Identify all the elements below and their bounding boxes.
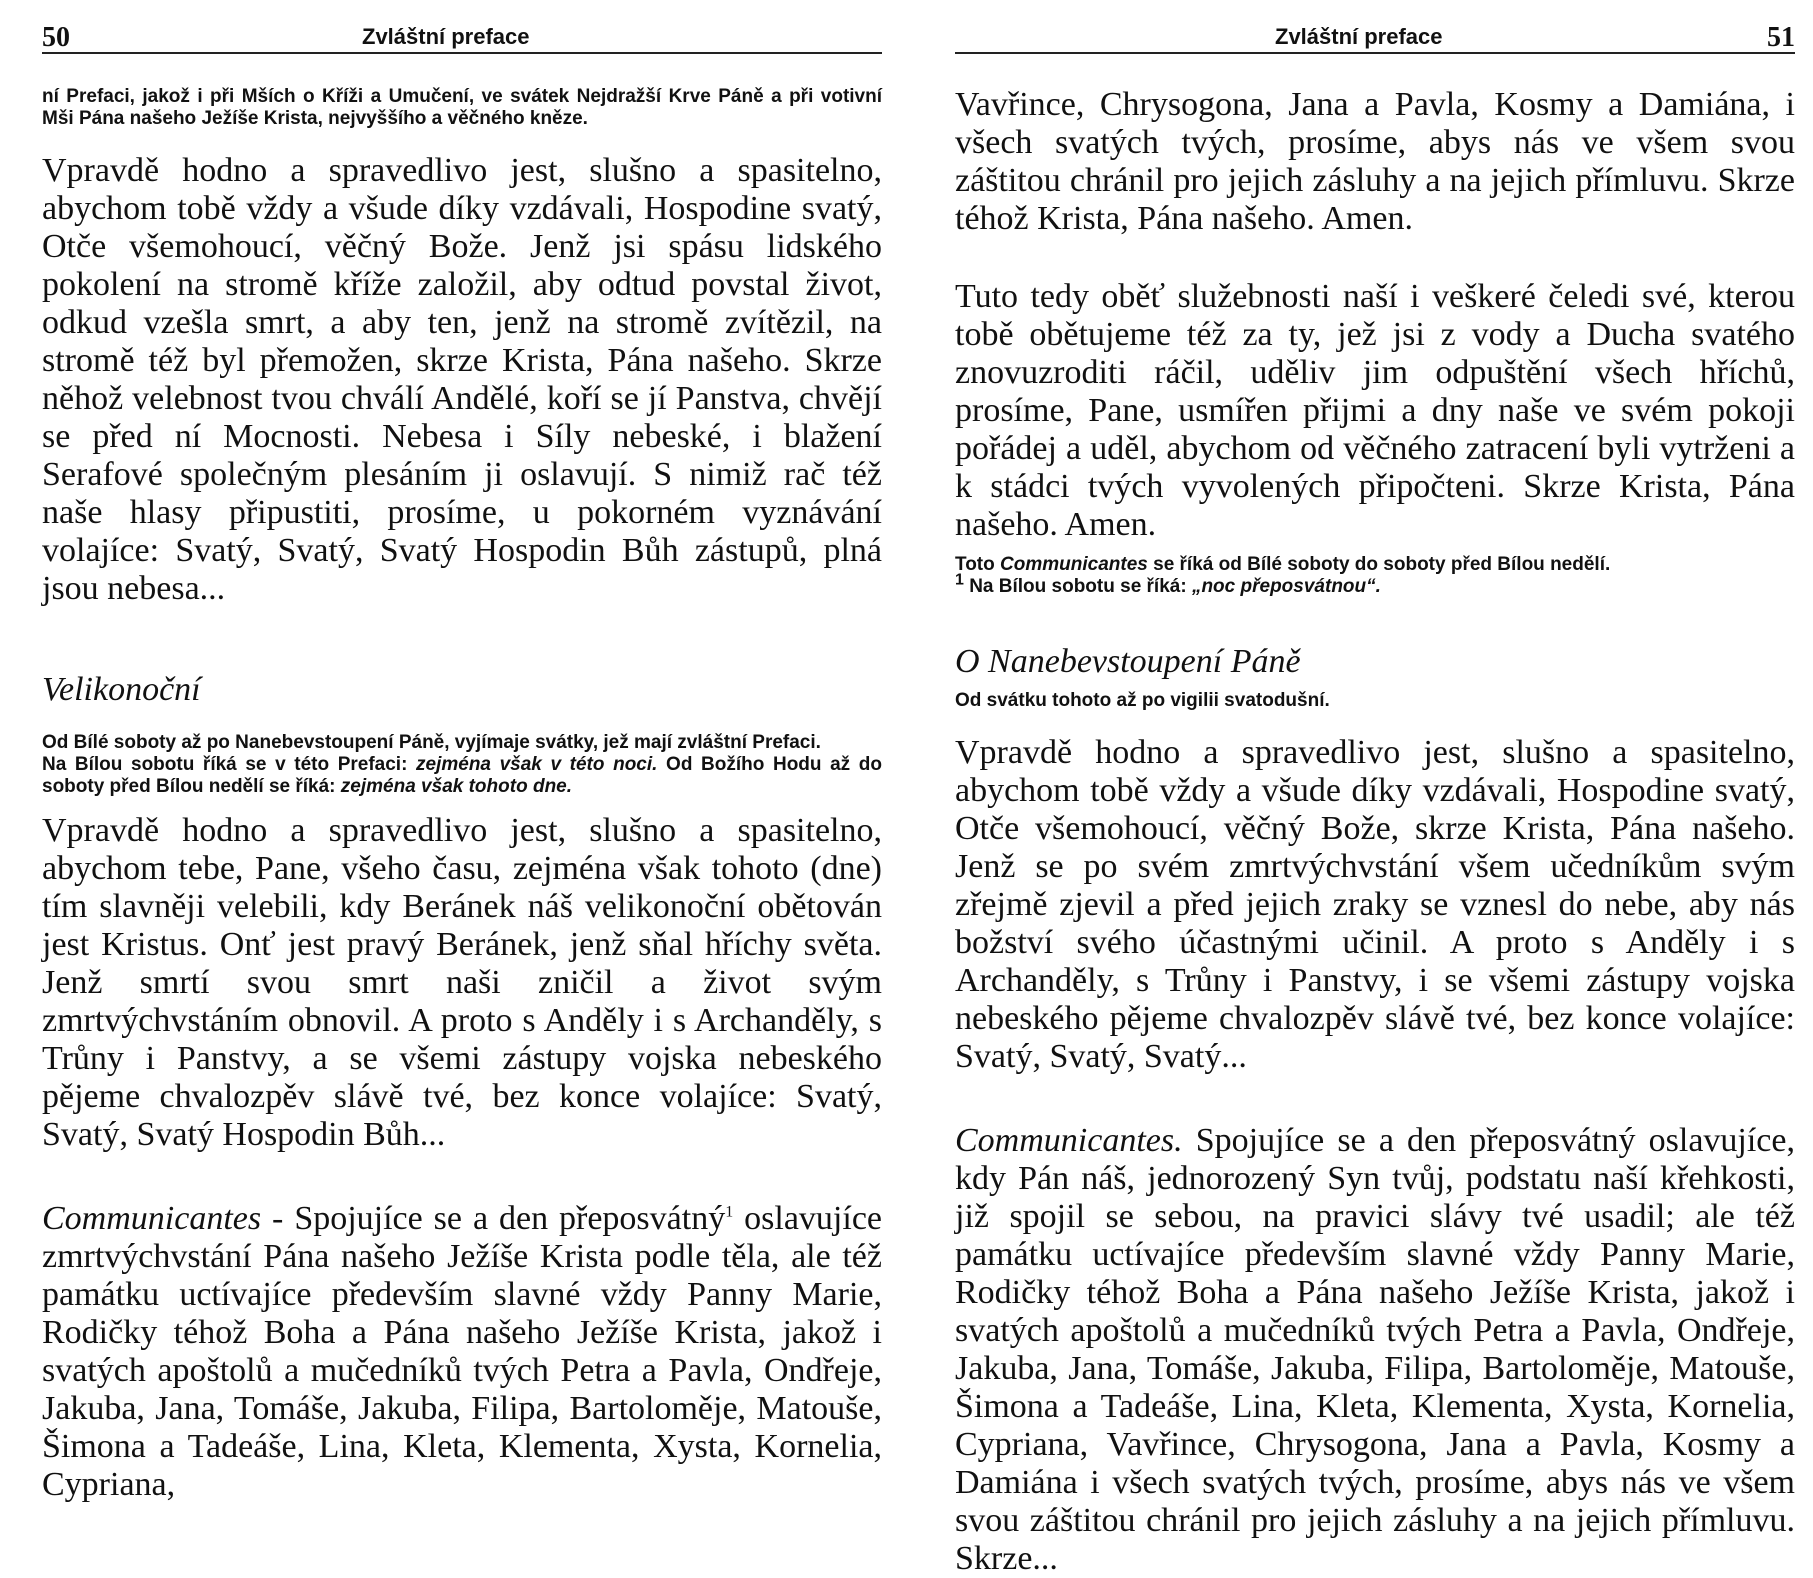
rubric-part: Od Božího Hodu až do soboty před Bílou nedělí se říká: (42, 754, 883, 797)
section-heading: O Nanebevstoupení Páně (955, 643, 1301, 680)
ascension-text: Vpravdě hodno a spravedlivo jest, slušno a spasitelno, abychom tobě vždy a všude díky vzdávali, Hospodine svatý, Otče všemohoucí, věčný Bože, skrze Krista, Pána našeho. Jenž se po svém zmrtvýchvstání všem učedníkům svým zřejmě zjevil a před jejich zraky se vznesl do nebe, aby nás božství svého účastnými učinil. A proto s Anděly i s Archanděly, s Trůny i Panstvy, i se všemi zástupy vojska nebeského pějeme chvalozpěv slávě tvé, bez konce volajíce: Svatý, Svatý, Svatý... (955, 734, 1795, 1075)
rubric-ascension: Od svátku tohoto až po vigilii svatodušní. (955, 690, 1330, 711)
rubric-italic: Communicantes (1000, 554, 1148, 575)
page-number: 50 (42, 22, 70, 53)
footnote-mark: 1 (725, 1203, 734, 1221)
rubric-part: Na Bílou sobotu říká se v této Prefaci: (42, 754, 408, 775)
rubric-easter-2 (42, 754, 882, 798)
page-header (955, 18, 1795, 54)
hanc-igitur-text: Tuto tedy oběť služebnosti naší i veškeré čeledi své, kterou tobě obětujeme též za ty, jež jsi z vody a Ducha svatého znovuzroditi ráčil, uděliv jim odpuštění všech hříchů, prosíme, Pane, usmířen přijmi a dny naše ve svém pokoji pořádej a uděl, abychom od věčného zatracení byli vytrženi a k stádci tvých vyvolených připočteni. Skrze Krista, Pána našeho. Amen. (955, 278, 1795, 543)
communicantes-label: Communicantes (42, 1200, 262, 1237)
preface-text: Vpravdě hodno a spravedlivo jest, slušno a spasitelno, abychom tobě vždy a všude díky vzdávali, Hospodine svatý, Otče všemohoucí, věčný Bože. Jenž jsi spásu lidského pokolení na stromě kříže založil, aby odtud povstal život, odkud vzešla smrt, a aby ten, jenž na stromě zvítězil, na stromě též byl přemožen, skrze Krista, Pána našeho. Skrze něhož velebnost tvou chválí Andělé, koří se jí Panstva, chvějí se před ní Mocnosti. Nebesa i Síly nebeské, i blažení Serafové společným plesáním ji oslavují. S nimiž rač též naše hlasy připustiti, prosíme, u pokorném vyznávání volajíce: Svatý, Svatý, Svatý Hospodin Bůh zástupů, plná jsou nebesa... (42, 152, 882, 607)
rubric-part: Toto (955, 554, 995, 575)
communicantes-text-a: Spojujíce se a den přeposvátný (294, 1200, 726, 1237)
page-number: 51 (1767, 22, 1795, 53)
left-column (42, 86, 882, 1504)
right-page (955, 0, 1795, 1577)
running-title: Zvláštní preface (362, 24, 530, 49)
easter-text: Vpravdě hodno a spravedlivo jest, slušno a spasitelno, abychom tebe, Pane, všeho času, zejména však tohoto (dne) tím slavněji velebili, kdy Beránek náš velikonoční obětován jest Kristus. Onť jest pravý Beránek, jenž sňal hříchy světa. Jenž smrtí svou smrt naši zničil a život svým zmrtvýchvstáním obnovil. A proto s Anděly i s Archanděly, s Trůny i Panstvy, a se všemi zástupy vojska nebeského pějeme chvalozpěv slávě tvé, bez konce volajíce: Svatý, Svatý, Svatý Hospodin Bůh... (42, 812, 882, 1153)
section-heading: Velikonoční (42, 671, 201, 708)
right-column (955, 86, 1795, 1578)
rubric-italic: zejména však v této noci. (416, 754, 658, 775)
rubric-note (955, 554, 1795, 576)
communicantes-text: Spojujíce se a den přeposvátný oslavujíce, kdy Pán náš, jednorozený Syn tvůj, podstatu naší křehkosti, již spojil se sebou, na pravici slávy tvé usadil; ale též památku uctívajíce především slavné vždy Panny Marie, Rodičky téhož Boha a Pána našeho Ježíše Krista, jakož i svatých apoštolů a mučedníků tvých Petra a Pavla, Ondřeje, Jakuba, Jana, Tomáše, Jakuba, Filipa, Bartoloměje, Matouše, Šimona a Tadeáše, Lina, Kleta, Klementa, Xysta, Kornelia, Cypriana, Vavřince, Chrysogona, Jana a Pavla, Kosmy a Damiána i všech svatých tvých, prosíme, abys nás ve všem svou záštitou chránil pro jejich zásluhy a na jejich přímluvu. Skrze... (955, 1122, 1795, 1577)
rubric-part: se říká od Bílé soboty do soboty před Bílou nedělí. (1153, 554, 1611, 575)
communicantes-sep: - (261, 1200, 295, 1237)
continuation-text: Vavřince, Chrysogona, Jana a Pavla, Kosmy a Damiána, i všech svatých tvých, prosíme, abys nás ve všem svou záštitou chránil pro jejich zásluhy a na jejich přímluvu. Skrze téhož Krista, Pána našeho. Amen. (955, 86, 1795, 237)
left-page (42, 0, 883, 1503)
footnote-number: 1 (955, 571, 964, 589)
rubric-intro: ní Prefaci, jakož i při Mších o Kříži a Umučení, ve svátek Nejdražší Krve Páně a při votivní Mši Pána našeho Ježíše Krista, nejvyššího a věčného kněze. (42, 86, 882, 129)
communicantes-paragraph (955, 1122, 1795, 1578)
rubric-italic: zejména však tohoto dne. (340, 776, 573, 797)
footnote-part: Na Bílou sobotu se říká: (969, 576, 1187, 597)
communicantes-paragraph (42, 1200, 882, 1504)
communicantes-label: Communicantes. (955, 1122, 1183, 1159)
rubric-easter-1: Od Bílé soboty až po Nanebevstoupení Páně, vyjímaje svátky, jež mají zvláštní Prefaci. (42, 732, 821, 753)
footnote-italic: „noc přeposvátnou“. (1191, 576, 1381, 597)
page-header (42, 18, 882, 54)
footnote (955, 571, 1795, 598)
running-title: Zvláštní preface (1275, 24, 1443, 49)
communicantes-text-b: oslavujíce zmrtvýchvstání Pána našeho Ježíše Krista podle těla, ale též památku uctívajíce především slavné vždy Panny Marie, Rodičky téhož Boha a Pána našeho Ježíše Krista, jakož i svatých apoštolů a mučedníků tvých Petra a Pavla, Ondřeje, Jakuba, Jana, Tomáše, Jakuba, Filipa, Bartoloměje, Matouše, Šimona a Tadeáše, Lina, Kleta, Klementa, Xysta, Kornelia, Cypriana, (42, 1200, 883, 1503)
